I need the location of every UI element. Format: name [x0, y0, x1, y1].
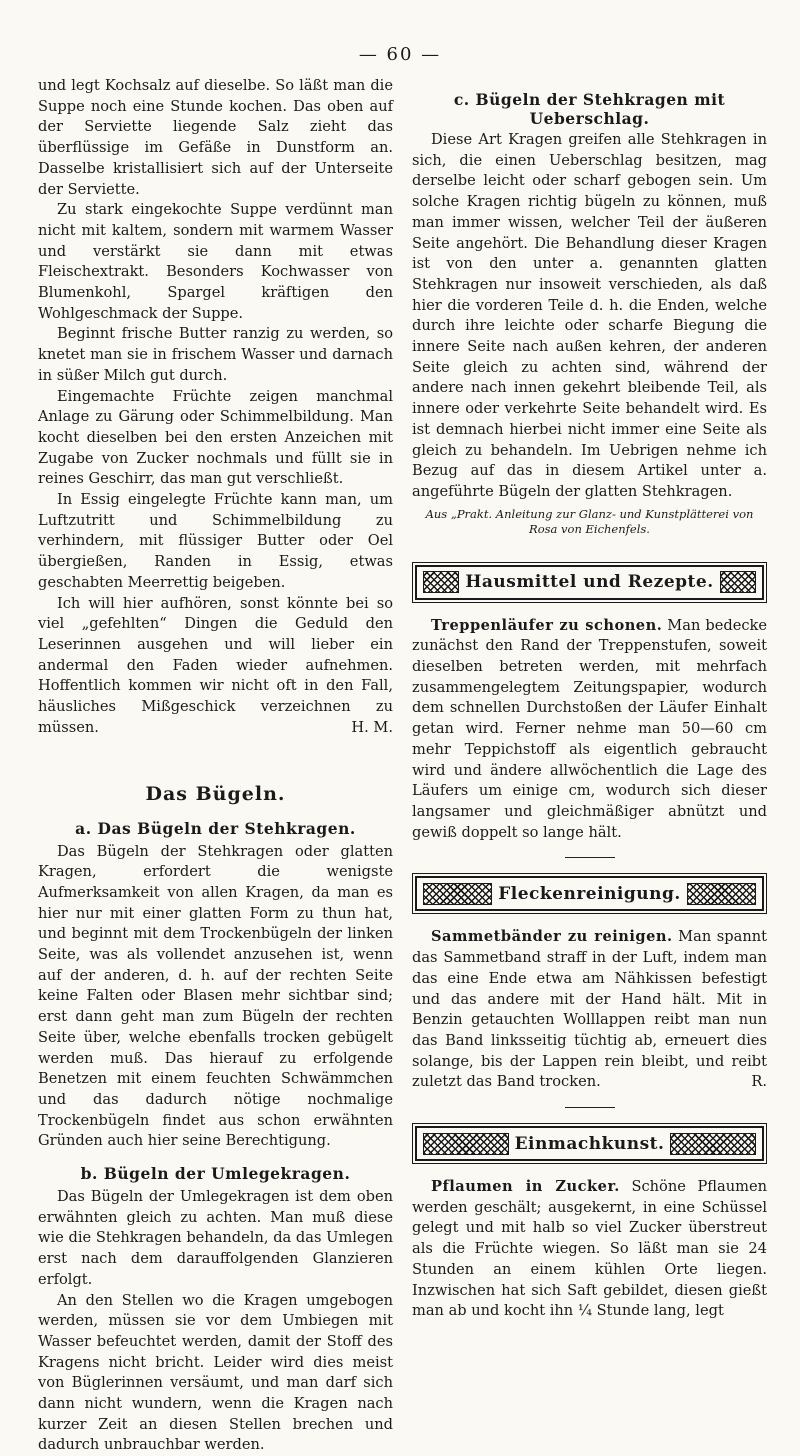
tip-paragraph: [412, 1177, 767, 1322]
paragraph: Eingemachte Früchte zeigen manchmal Anlage zu Gärung oder Schimmelbildung. Man kocht dieselben bei den ersten Anzeichen mit Zugabe von Zucker nochmals und füllt sie in reines Geschirr, das man gut verschließt.: [38, 387, 393, 488]
source-note: Aus „Prakt. Anleitung zur Glanz- und Kunstplätterei von Rosa von Eichenfels.: [425, 506, 754, 536]
tip-lead: Pflaumen in Zucker.: [430, 1178, 620, 1196]
ornament-icon: [423, 883, 492, 905]
box-title: Hausmittel und Rezepte.: [465, 572, 714, 593]
ornament-icon: [720, 571, 756, 593]
tip-paragraph: [412, 927, 767, 1093]
author-signature: R.: [751, 1073, 767, 1091]
right-column: [412, 76, 767, 1322]
ornament-icon: [687, 883, 756, 905]
section-box-fleckenreinigung: [415, 876, 764, 911]
section-box-einmachkunst: [415, 1126, 764, 1161]
tip-text: Schöne Pflaumen werden geschält; ausgekernt, in eine Schüssel gelegt und mit halb so viel Zucker überstreut als die Früchte wiegen. So läßt man sie 24 Stunden an einem kühlen Orte liegen. Inzwischen hat sich Saft gebildet, diesen gießt man ab und kocht ihn ¼ Stunde lang, legt: [412, 1178, 767, 1320]
divider: [565, 1107, 615, 1108]
tip-text: Man spannt das Sammetband straff in der Luft, indem man das eine Ende etwa am Nähkissen befestigt und das andere mit der Hand hält. Mit in Benzin getauchten Wolllappen reibt man nun das Band linksseitig tüchtig ab, erneuert dies solange, bis der Lappen rein bleibt, und reibt zuletzt das Band trocken.: [412, 928, 767, 1091]
closing-text: Ich will hier aufhören, sonst könnte bei so viel „gefehlten“ Dingen die Geduld den Leserinnen ausgehen und will lieber ein andermal den Faden wieder aufnehmen. Hoffentlich kommen wir nicht oft in den Fall, häusliches Mißgeschick verzeichnen zu müssen.: [38, 594, 393, 736]
section-title: Das Bügeln.: [145, 782, 286, 805]
paragraph: Zu stark eingekochte Suppe verdünnt man nicht mit kaltem, sondern mit warmem Wasser und verstärkt sie dann mit etwas Fleischextrakt. Besonders Kochwasser von Blumenkohl, Spargel kräftigen den Wohlgeschmack der Suppe.: [38, 201, 393, 322]
left-column: [38, 76, 393, 1456]
box-title: Einmachkunst.: [514, 1133, 665, 1154]
subsection-title-b: b. Bügeln der Umlegekragen.: [80, 1164, 351, 1184]
paragraph: Beginnt frische Butter ranzig zu werden, so knetet man sie in frischem Wasser und darnach in süßer Milch gut durch.: [38, 325, 393, 384]
paragraph: und legt Kochsalz auf dieselbe. So läßt man die Suppe noch eine Stunde kochen. Das oben auf der Serviette liegende Salz zieht das überflüssige im Gefäße in Dunstform an. Dasselbe kristallisiert sich auf der Unterseite der Serviette.: [38, 77, 393, 198]
author-signature: H. M.: [351, 718, 393, 736]
paragraph: Das Bügeln der Umlegekragen ist dem oben erwähnten gleich zu achten. Man muß diese wie die Stehkragen behandeln, da das Umlegen erst nach dem darauffolgenden Glanzieren erfolgt.: [38, 1188, 393, 1288]
ornament-icon: [423, 1133, 509, 1155]
ornament-icon: [423, 571, 459, 593]
paragraph: Das Bügeln der Stehkragen oder glatten Kragen, erfordert die wenigste Aufmerksamkeit von allen Kragen, da man es hier nur mit einer glatten Form zu thun hat, und beginnt mit dem Trockenbügeln der linken Seite, was als vollendet anzusehen ist, wenn auf der anderen, d. h. auf der rechten Seite keine Falten oder Blasen mehr sichtbar sind; erst dann geht man zum Bügeln der rechten Seite über, welche ebenfalls trocken gebügelt werden muß. Das hierauf zu erfolgende Benetzen mit einem feuchten Schwämmchen und das dadurch nötige nochmalige Trockenbügeln findet aus schon erwähnten Gründen auch hier seine Berechtigung.: [38, 842, 393, 1150]
subsection-title-c: c. Bügeln der Stehkragen mit Ueberschlag.: [453, 90, 726, 128]
subsection-title-a: a. Das Bügeln der Stehkragen.: [75, 818, 356, 838]
paragraph: In Essig eingelegte Früchte kann man, um Luftzutritt und Schimmelbildung zu verhindern, mit flüssiger Butter oder Oel übergießen, Randen in Essig, etwas geschabten Meerrettig beigeben.: [38, 491, 393, 591]
tip-text: Man bedecke zunächst den Rand der Treppenstufen, soweit dieselben betreten werden, mit mehrfach zusammengelegtem Zeitungspapier, wodurch dem schnellen Durchstoßen der Läufer Einhalt getan wird. Ferner nehme man 50—60 cm mehr Teppichstoff als eigentlich gebraucht wird und ändere allwöchentlich die Lage des Läufers um einige cm, wodurch sich dieser langsamer und gleichmäßiger abnützt und gewiß doppelt so lange hält.: [412, 616, 767, 841]
paragraph: An den Stellen wo die Kragen umgebogen werden, müssen sie vor dem Umbiegen mit Wasser befeuchtet werden, damit der Stoff des Kragens nicht bricht. Leider wird dies meist von Büglerinnen versäumt, und man darf sich dann nicht wundern, wenn die Kragen nach kurzer Zeit an diesen Stellen brechen und dadurch unbrauchbar werden.: [38, 1291, 393, 1454]
tip-lead: Sammetbänder zu reinigen.: [430, 928, 673, 946]
section-box-hausmittel: [415, 565, 764, 600]
divider: [565, 857, 615, 858]
paragraph: Diese Art Kragen greifen alle Stehkragen in sich, die einen Ueberschlag besitzen, mag derselbe leicht oder scharf gebogen sein. Um solche Kragen richtig bügeln zu können, muß man immer wissen, welcher Teil der äußeren Seite angehört. Die Behandlung dieser Kragen ist von den unter a. genannten glatten Stehkragen nur insoweit verschieden, als daß hier die vorderen Teile d. h. die Enden, welche durch ihre leichte oder scharfe Biegung die innere Seite nach außen kehren, der anderen Seite gleich zu achten sind, während der andere nach innen gekehrt bleibende Teil, als innere oder verkehrte Seite behandelt wird. Es ist demnach hierbei nicht immer eine Seite als gleich zu behandeln. Im Uebrigen nehme ich Bezug auf das in diesem Artikel unter a. angeführte Bügeln der glatten Stehkragen.: [412, 131, 767, 500]
box-title: Fleckenreinigung.: [498, 883, 681, 904]
closing-paragraph: [38, 594, 393, 739]
page-number: — 60 —: [358, 44, 442, 65]
tip-paragraph: [412, 616, 767, 844]
ornament-icon: [670, 1133, 756, 1155]
tip-lead: Treppenläufer zu schonen.: [430, 616, 663, 634]
